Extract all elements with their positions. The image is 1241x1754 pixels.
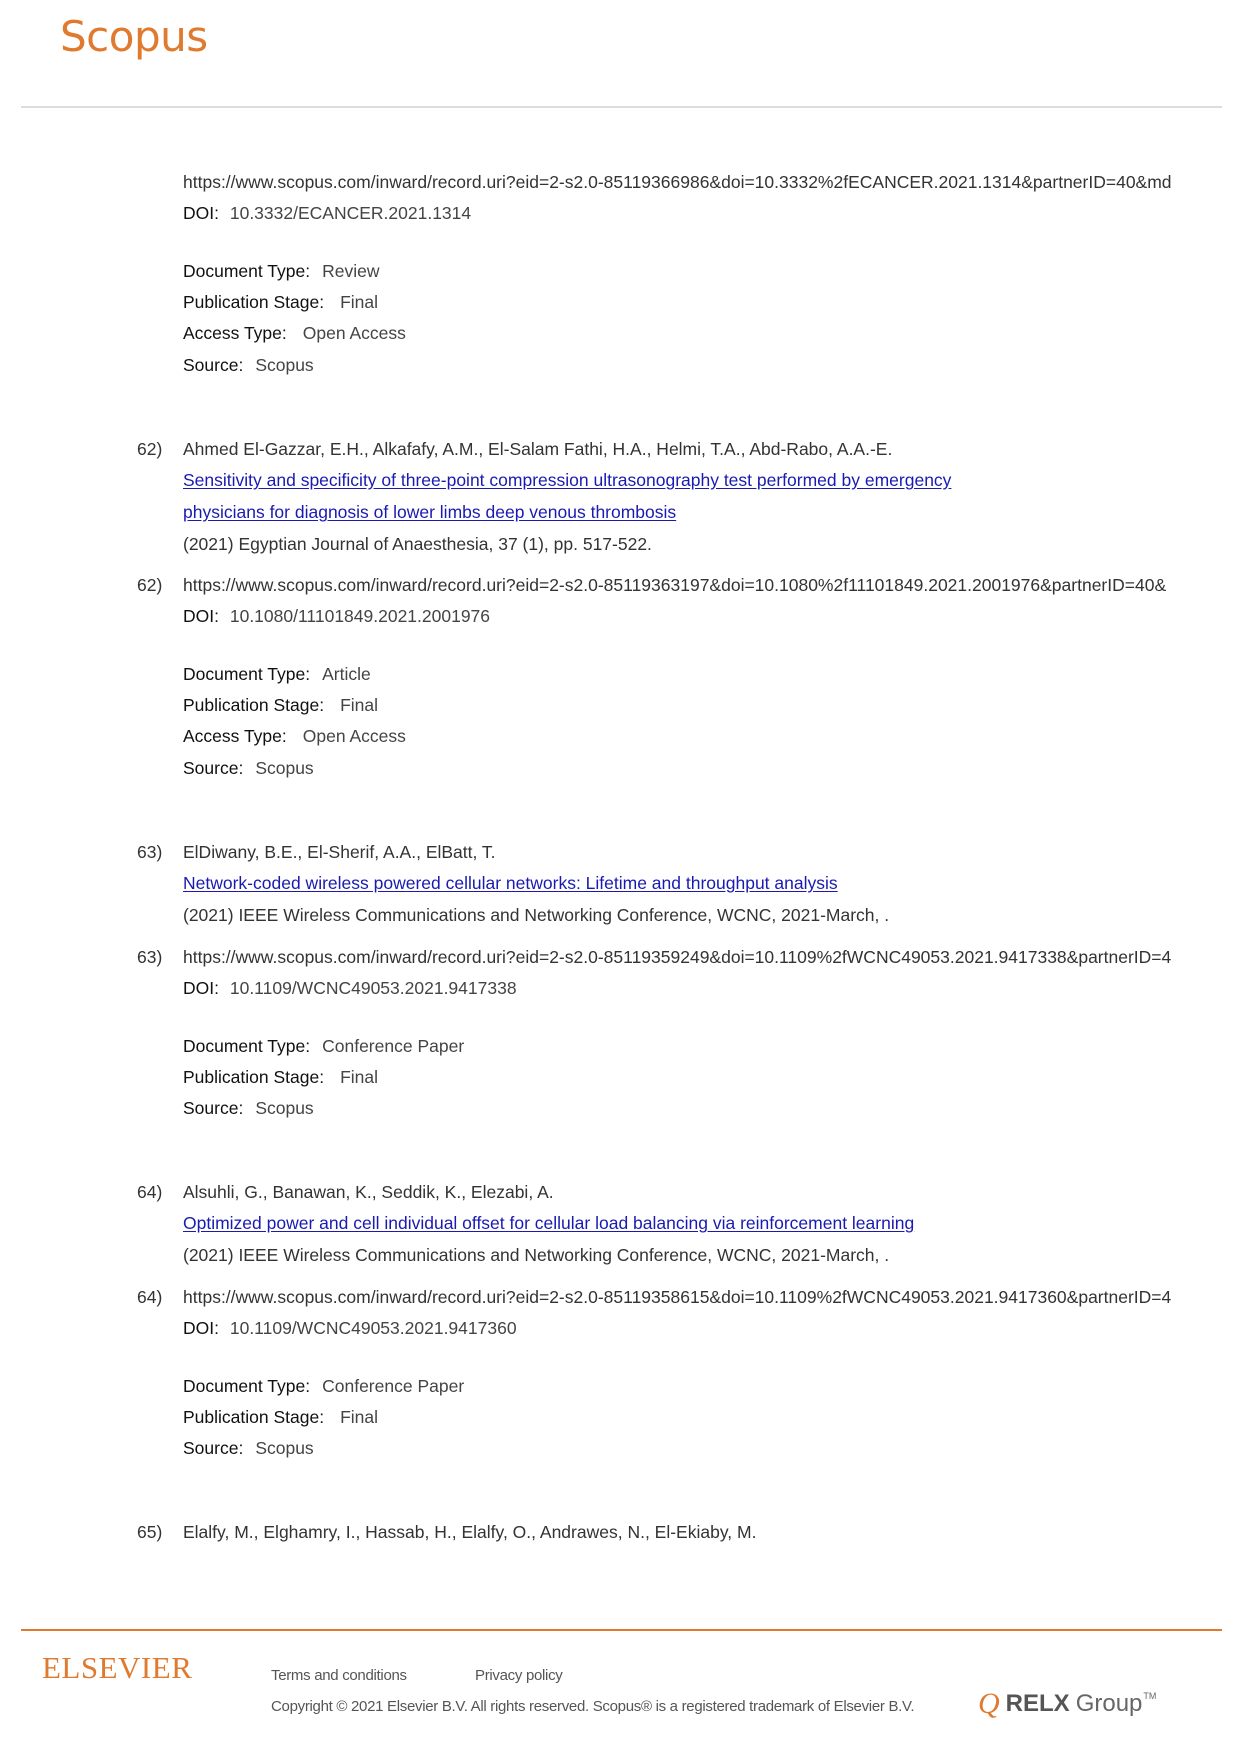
- entry-title-link-cont[interactable]: physicians for diagnosis of lower limbs deep venous thrombosis: [183, 502, 677, 522]
- doi-label: DOI:: [183, 203, 219, 223]
- meta-source: [183, 757, 314, 779]
- meta-value: Scopus: [255, 1438, 314, 1458]
- meta-label: Document Type:: [183, 261, 311, 281]
- doi-line: [183, 605, 490, 627]
- meta-publication-stage: [183, 694, 378, 716]
- doi-value: 10.1109/WCNC49053.2021.9417338: [229, 978, 517, 998]
- meta-label: Publication Stage:: [183, 695, 325, 715]
- entry-title-link[interactable]: Network-coded wireless powered cellular networks: Lifetime and throughput analysis: [183, 873, 838, 893]
- meta-document-type: [183, 663, 371, 685]
- meta-label: Document Type:: [183, 1036, 311, 1056]
- terms-link[interactable]: Terms and conditions: [271, 1667, 407, 1684]
- meta-label: Publication Stage:: [183, 1067, 325, 1087]
- meta-value: Review: [322, 261, 380, 281]
- meta-source: [183, 1097, 314, 1119]
- scopus-logo[interactable]: Scopus: [60, 12, 208, 61]
- meta-label: Document Type:: [183, 1376, 311, 1396]
- meta-value: Final: [340, 695, 379, 715]
- meta-source: [183, 354, 314, 376]
- record-url[interactable]: https://www.scopus.com/inward/record.uri?eid=2-s2.0-85119366986&doi=10.3332%2fECANCER.2021.1314&partnerID=40&md: [183, 172, 1172, 192]
- doi-value: 10.3332/ECANCER.2021.1314: [229, 203, 472, 223]
- relx-wordmark-bold: RELX: [1005, 1690, 1070, 1717]
- meta-label: Source:: [183, 1438, 244, 1458]
- doi-line: [183, 202, 471, 224]
- meta-value: Scopus: [255, 758, 314, 778]
- copyright-text: Copyright © 2021 Elsevier B.V. All rights reserved. Scopus® is a registered trademark of Elsevier B.V.: [271, 1698, 915, 1715]
- meta-value: Article: [322, 664, 371, 684]
- meta-document-type: [183, 260, 380, 282]
- doi-label: DOI:: [183, 978, 219, 998]
- entry-number: 63): [137, 842, 163, 862]
- meta-label: Document Type:: [183, 664, 311, 684]
- doi-line: [183, 1317, 517, 1339]
- meta-publication-stage: [183, 1406, 378, 1428]
- header-divider: [21, 106, 1222, 108]
- entry-number: 62): [137, 439, 163, 459]
- meta-label: Access Type:: [183, 323, 287, 343]
- meta-label: Publication Stage:: [183, 1407, 325, 1427]
- privacy-link[interactable]: Privacy policy: [475, 1667, 563, 1684]
- doi-line: [183, 977, 517, 999]
- footer-divider: [21, 1629, 1222, 1631]
- meta-publication-stage: [183, 1066, 378, 1088]
- record-url[interactable]: https://www.scopus.com/inward/record.uri?eid=2-s2.0-85119363197&doi=10.1080%2f11101849.2021.2001976&partnerID=40&: [183, 575, 1167, 595]
- trademark-symbol: TM: [1143, 1691, 1157, 1701]
- meta-value: Final: [340, 292, 379, 312]
- meta-value: Scopus: [255, 355, 314, 375]
- relx-wordmark-group: Group: [1075, 1690, 1143, 1717]
- entry-number: 64): [137, 1287, 163, 1307]
- entry-title-link[interactable]: Sensitivity and specificity of three-point compression ultrasonography test performed by emergency: [183, 470, 952, 490]
- meta-label: Access Type:: [183, 726, 287, 746]
- meta-document-type: [183, 1035, 464, 1057]
- doi-label: DOI:: [183, 606, 219, 626]
- record-url[interactable]: https://www.scopus.com/inward/record.uri?eid=2-s2.0-85119359249&doi=10.1109%2fWCNC49053.2021.9417338&partnerID=4: [183, 947, 1172, 967]
- entry-authors: ElDiwany, B.E., El-Sherif, A.A., ElBatt, T.: [183, 842, 496, 862]
- entry-number: 63): [137, 947, 163, 967]
- entry-number: 64): [137, 1182, 163, 1202]
- doi-value: 10.1080/11101849.2021.2001976: [229, 606, 491, 626]
- meta-publication-stage: [183, 291, 378, 313]
- meta-label: Publication Stage:: [183, 292, 325, 312]
- meta-value: Conference Paper: [322, 1376, 465, 1396]
- page-header: [0, 0, 1241, 110]
- meta-value: Conference Paper: [322, 1036, 465, 1056]
- entry-number: 62): [137, 575, 163, 595]
- entry-authors: Elalfy, M., Elghamry, I., Hassab, H., Elalfy, O., Andrawes, N., El-Ekiaby, M.: [183, 1522, 757, 1542]
- meta-label: Source:: [183, 355, 244, 375]
- meta-value: Final: [340, 1407, 379, 1427]
- meta-value: Open Access: [302, 323, 406, 343]
- relx-mark-icon: Q: [978, 1687, 1000, 1720]
- meta-access-type: [183, 322, 406, 344]
- entry-title-link[interactable]: Optimized power and cell individual offset for cellular load balancing via reinforcement learning: [183, 1213, 915, 1233]
- entry-citation: (2021) IEEE Wireless Communications and Networking Conference, WCNC, 2021-March, .: [183, 1245, 890, 1265]
- entry-authors: Alsuhli, G., Banawan, K., Seddik, K., Elezabi, A.: [183, 1182, 554, 1202]
- relx-logo[interactable]: [978, 1688, 1156, 1720]
- meta-value: Final: [340, 1067, 379, 1087]
- doi-label: DOI:: [183, 1318, 219, 1338]
- meta-access-type: [183, 725, 406, 747]
- meta-label: Source:: [183, 1098, 244, 1118]
- meta-label: Source:: [183, 758, 244, 778]
- doi-value: 10.1109/WCNC49053.2021.9417360: [229, 1318, 517, 1338]
- meta-document-type: [183, 1375, 464, 1397]
- entry-citation: (2021) Egyptian Journal of Anaesthesia, 37 (1), pp. 517-522.: [183, 534, 652, 554]
- meta-source: [183, 1437, 314, 1459]
- entry-number: 65): [137, 1522, 163, 1542]
- record-url[interactable]: https://www.scopus.com/inward/record.uri?eid=2-s2.0-85119358615&doi=10.1109%2fWCNC49053.2021.9417360&partnerID=4: [183, 1287, 1172, 1307]
- entry-citation: (2021) IEEE Wireless Communications and Networking Conference, WCNC, 2021-March, .: [183, 905, 890, 925]
- meta-value: Open Access: [302, 726, 406, 746]
- entry-authors: Ahmed El-Gazzar, E.H., Alkafafy, A.M., El-Salam Fathi, H.A., Helmi, T.A., Abd-Rabo, A.A.-E.: [183, 439, 893, 459]
- meta-value: Scopus: [255, 1098, 314, 1118]
- elsevier-logo[interactable]: ELSEVIER: [42, 1650, 193, 1685]
